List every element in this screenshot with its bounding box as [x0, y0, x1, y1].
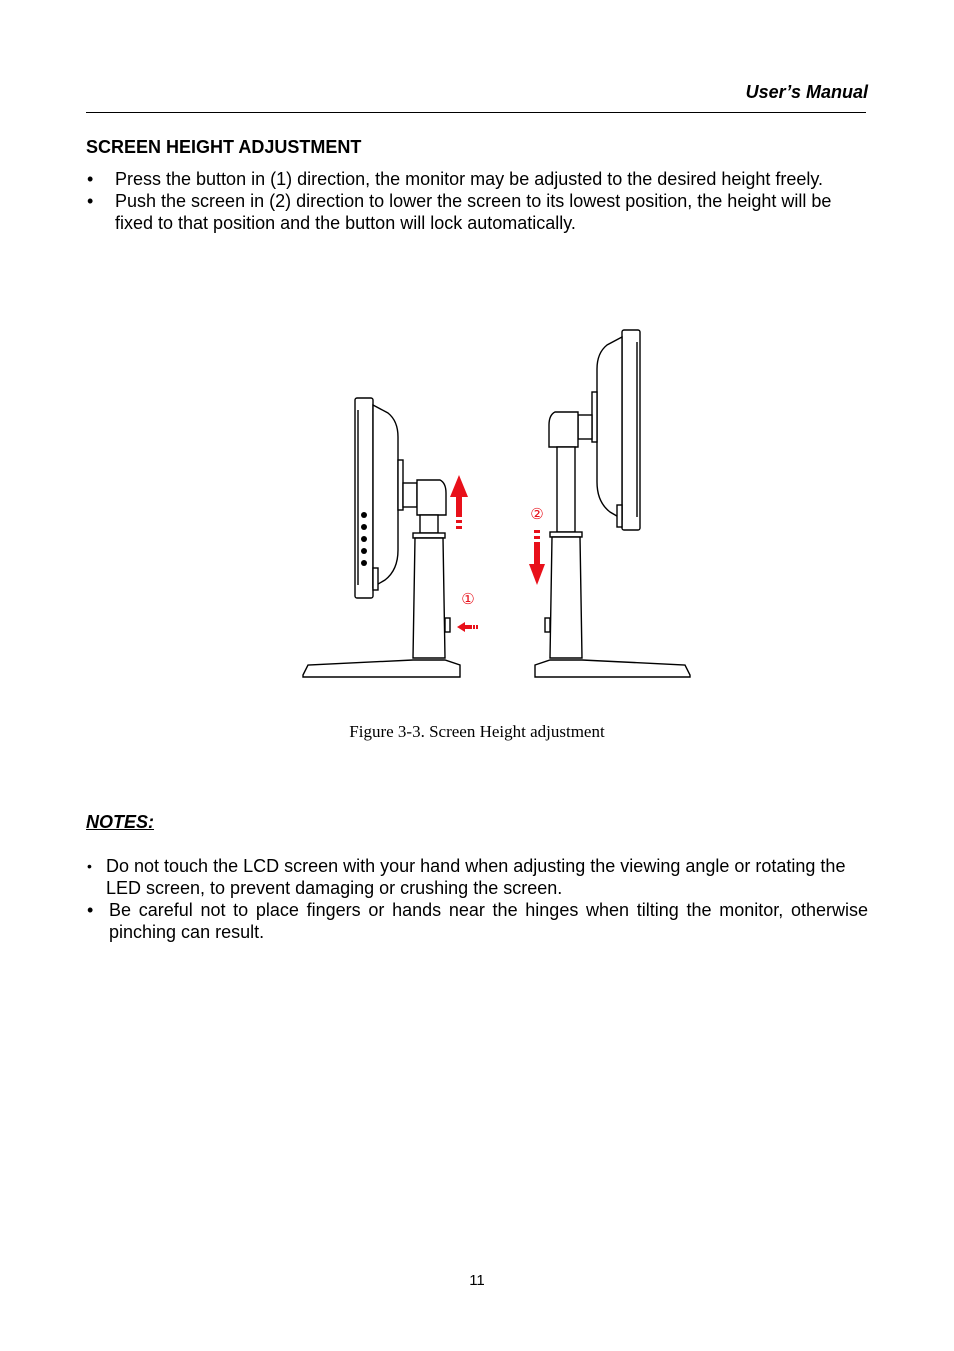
header-rule: [86, 112, 866, 113]
list-item-text: Push the screen in (2) direction to lower the screen to its lowest position, the height will be fixed to that position and the button will lock automatically.: [115, 191, 832, 233]
figure-caption: Figure 3-3. Screen Height adjustment: [349, 722, 605, 741]
step-2-marker: ②: [530, 505, 544, 523]
instruction-list: [86, 168, 866, 234]
list-item: [86, 190, 866, 234]
up-arrow-icon: [450, 475, 468, 529]
notes-list: [86, 855, 868, 943]
down-arrow-icon: [529, 530, 545, 585]
step-1-marker: ①: [461, 590, 475, 608]
monitor-lowered: [303, 398, 460, 677]
list-item-text: Press the button in (1) direction, the monitor may be adjusted to the desired height freely.: [115, 169, 824, 189]
press-arrow-icon: [457, 622, 478, 632]
list-item-text: Be careful not to place fingers or hands near the hinges when tilting the monitor, otherwise pinching can result.: [109, 900, 868, 942]
list-item: [86, 168, 866, 190]
section-heading: SCREEN HEIGHT ADJUSTMENT: [86, 137, 362, 157]
bullet-icon: •: [87, 169, 94, 189]
page-header-title: User’s Manual: [745, 82, 868, 102]
list-item-text: Do not touch the LCD screen with your hand when adjusting the viewing angle or rotating the LED screen, to prevent damaging or crushing the screen.: [106, 856, 846, 898]
bullet-icon: •: [87, 858, 92, 874]
monitor-raised: [535, 330, 690, 677]
list-item: [86, 855, 868, 899]
list-item: [86, 899, 868, 943]
bullet-icon: •: [87, 900, 94, 920]
height-adjustment-illustration: [300, 325, 700, 685]
notes-heading: NOTES:: [86, 812, 155, 832]
page-number: 11: [469, 1272, 485, 1289]
bullet-icon: •: [87, 191, 94, 211]
